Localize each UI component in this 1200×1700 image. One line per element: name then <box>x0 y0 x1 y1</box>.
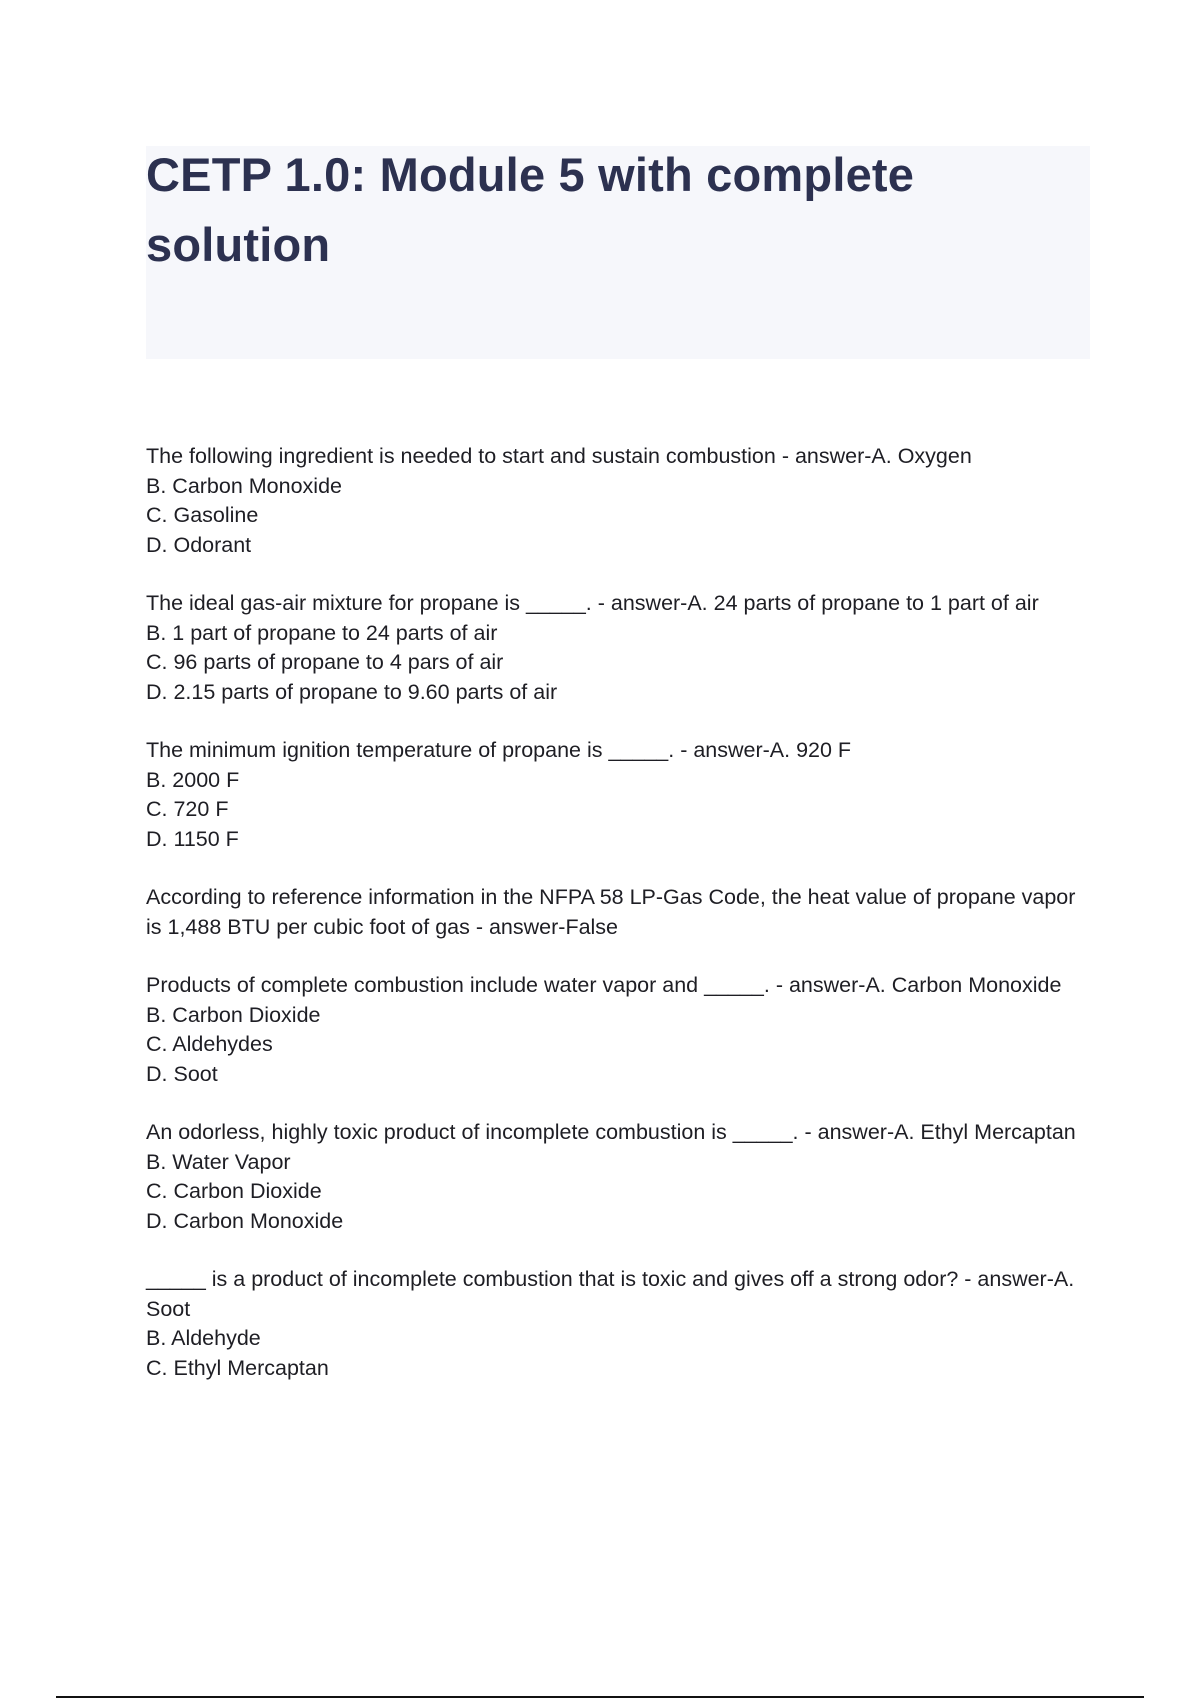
answer-option: B. Carbon Monoxide <box>146 473 342 498</box>
answer-option: B. 1 part of propane to 24 parts of air <box>146 620 498 645</box>
question-block <box>146 442 1086 560</box>
answer-option: B. Water Vapor <box>146 1149 291 1174</box>
question-text: The minimum ignition temperature of propane is _____. - answer-A. 920 F <box>146 738 852 762</box>
question-text: _____ is a product of incomplete combustion that is toxic and gives off a strong odor? - answer-A. Soot <box>146 1267 1075 1321</box>
answer-option: B. 2000 F <box>146 767 240 792</box>
question-list <box>146 442 1086 1412</box>
question-text: Products of complete combustion include water vapor and _____. - answer-A. Carbon Monoxide <box>146 973 1062 997</box>
question-block <box>146 1118 1086 1236</box>
question-block <box>146 736 1086 854</box>
question-block <box>146 1265 1086 1383</box>
question-text: The following ingredient is needed to start and sustain combustion - answer-A. Oxygen <box>146 444 972 468</box>
answer-option: C. Gasoline <box>146 503 259 527</box>
answer-option: C. 720 F <box>146 797 229 821</box>
answer-option: B. Aldehyde <box>146 1326 261 1350</box>
answer-option: D. Carbon Monoxide <box>146 1208 344 1233</box>
answer-option: C. Aldehydes <box>146 1032 273 1056</box>
answer-option: D. Soot <box>146 1061 218 1086</box>
footer-divider <box>56 1696 1144 1698</box>
answer-option: D. Odorant <box>146 532 252 557</box>
question-text: According to reference information in the NFPA 58 LP-Gas Code, the heat value of propane vapor is 1,488 BTU per cubic foot of gas - answer-False <box>146 885 1076 939</box>
answer-option: C. 96 parts of propane to 4 pars of air <box>146 650 504 674</box>
answer-option: C. Carbon Dioxide <box>146 1179 322 1203</box>
question-block <box>146 883 1086 942</box>
question-text: An odorless, highly toxic product of incomplete combustion is _____. - answer-A. Ethyl Mercaptan <box>146 1120 1076 1144</box>
question-block <box>146 971 1086 1089</box>
question-block <box>146 589 1086 707</box>
answer-option: D. 1150 F <box>146 826 239 851</box>
answer-option: B. Carbon Dioxide <box>146 1002 321 1027</box>
answer-option: C. Ethyl Mercaptan <box>146 1355 329 1380</box>
document-title: CETP 1.0: Module 5 with complete solution <box>146 148 915 271</box>
answer-option: D. 2.15 parts of propane to 9.60 parts of air <box>146 679 558 704</box>
question-text: The ideal gas-air mixture for propane is _____. - answer-A. 24 parts of propane to 1 part of air <box>146 591 1039 615</box>
